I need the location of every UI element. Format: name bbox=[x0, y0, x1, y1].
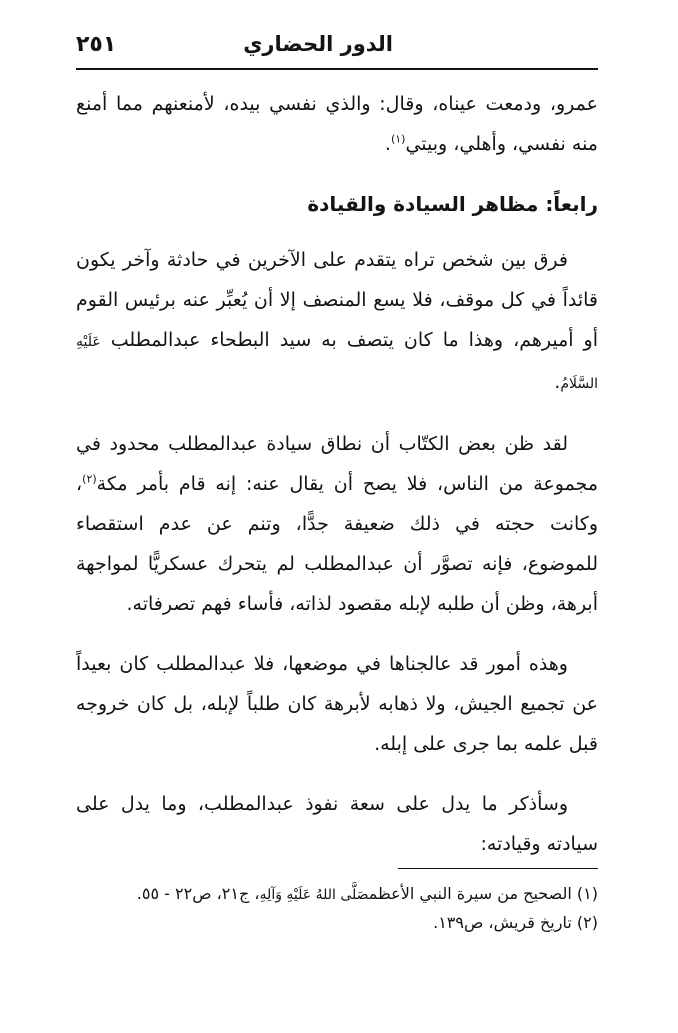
footnote-2-number: (٢) bbox=[576, 913, 598, 932]
footnote-ref-2[interactable]: (٢) bbox=[82, 472, 97, 486]
paragraph-2 bbox=[76, 240, 598, 404]
paragraph-3-text-after: ، وكانت حجته في ذلك ضعيفة جدًّا، وتنم عن عدم استقصاء للموضوع، فإنه تصوَّر أن عبدالمطلب لم يتحرك عسكريًّا لمواجهة أبرهة، وظن أن طلبه لإبله مقصود لذاته، فأساء فهم تصرفاته. bbox=[76, 473, 598, 615]
paragraph-3-text-before: لقد ظن بعض الكتّاب أن نطاق سيادة عبدالمطلب محدود في مجموعة من الناس، فلا يصح أن يقال عنه: إنه قام بأمر مكة bbox=[76, 433, 598, 495]
paragraph-1-text: عمرو، ودمعت عيناه، وقال: والذي نفسي بيده، لأمنعنهم مما أمنع منه نفسي، وأهلي، وبيتي bbox=[76, 93, 598, 155]
footnote-1-citation: ، ج٢١، ص٢٢ - ٥٥. bbox=[136, 884, 260, 903]
paragraph-1-end: . bbox=[384, 133, 391, 155]
paragraph-3 bbox=[76, 424, 598, 624]
paragraph-5: وسأذكر ما يدل على سعة نفوذ عبدالمطلب، وما يدل على سيادته وقيادته: bbox=[76, 793, 598, 855]
paragraph-2-text: فرق بين شخص تراه يتقدم على الآخرين في حادثة وآخر يكون قائداً في كل موقف، فلا يسع المنصف إلا أن يُعبِّر عنه برئيس القوم أو أميرهم، وهذا ما كان يتصف به سيد البطحاء عبدالمطلب bbox=[76, 249, 598, 351]
honorific-glyph: عَلَيْهِ السَّلَامُ bbox=[76, 334, 598, 392]
paragraph-2-end: . bbox=[554, 371, 561, 393]
page-number: ٢٥١ bbox=[76, 32, 117, 57]
footnote-2 bbox=[76, 909, 598, 937]
footnote-2-source: تاريخ قريش، ص١٣٩. bbox=[433, 913, 572, 932]
paragraph-1 bbox=[76, 84, 598, 164]
page-body bbox=[76, 84, 598, 884]
section-heading: رابعاً: مظاهر السيادة والقيادة bbox=[307, 192, 598, 216]
footnote-ref-1[interactable]: (١) bbox=[390, 132, 406, 146]
running-header bbox=[76, 28, 598, 70]
running-title: الدور الحضاري bbox=[243, 32, 393, 56]
footnotes bbox=[76, 880, 598, 937]
footnote-1-number: (١) bbox=[576, 884, 598, 903]
footnote-1-source: الصحيح من سيرة النبي الأعظم bbox=[368, 884, 572, 903]
paragraph-4: وهذه أمور قد عالجناها في موضعها، فلا عبدالمطلب كان بعيداً عن تجميع الجيش، ولا ذهابه لأبرهة كان طلباً لإبله، بل كان خروجه قبل علمه بما جرى على إبله. bbox=[76, 653, 598, 755]
footnote-1-honorific: صَلَّى اللهُ عَلَيْهِ وَآلِهِ bbox=[259, 887, 369, 903]
footnote-1 bbox=[76, 880, 598, 909]
footnote-separator bbox=[398, 868, 598, 869]
